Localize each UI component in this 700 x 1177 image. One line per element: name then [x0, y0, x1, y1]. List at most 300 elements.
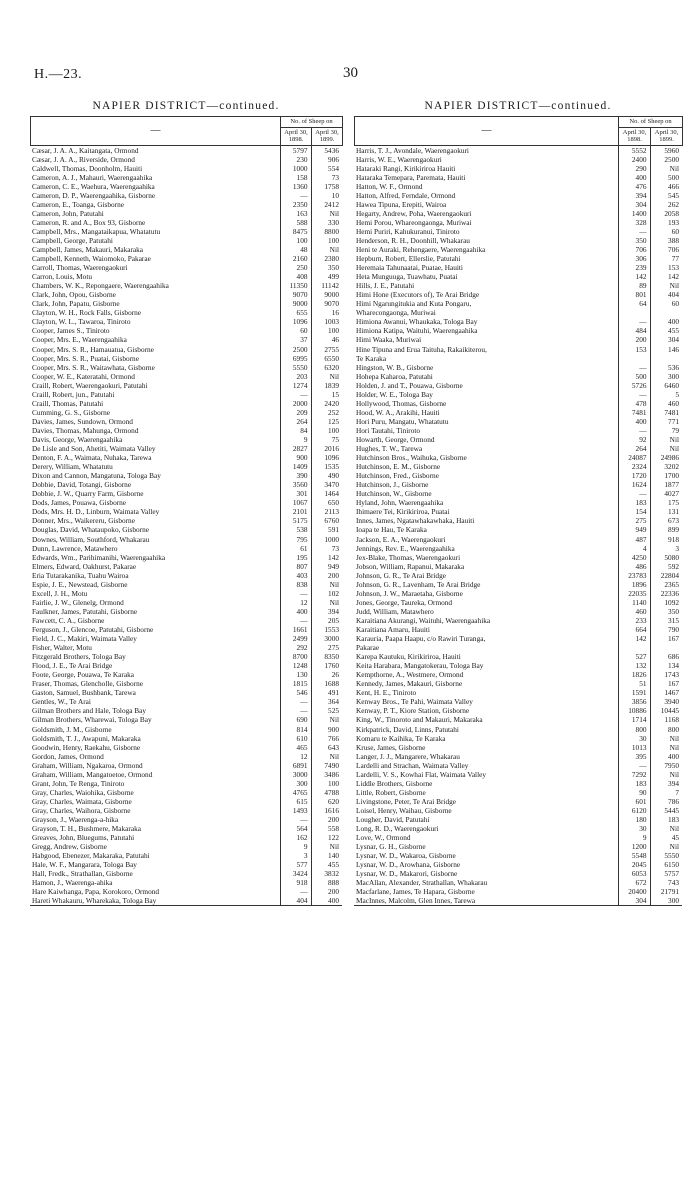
- sheep-1898: 1815: [280, 679, 311, 688]
- owner-name: Ferguson, J., Glencoe, Patutahi, Gisborne: [32, 624, 154, 634]
- table-row: [354, 589, 682, 598]
- table-row: [354, 797, 682, 806]
- sheep-1899: [650, 643, 682, 652]
- table-row: [30, 453, 342, 462]
- owners-table: [354, 146, 682, 907]
- table-row: [354, 354, 682, 363]
- sheep-1899: 558: [311, 824, 342, 833]
- sheep-1898: 24087: [618, 453, 650, 462]
- table-row: [30, 788, 342, 797]
- sheep-1899: 2016: [311, 444, 342, 453]
- sheep-1899: 455: [311, 860, 342, 869]
- sheep-1898: —: [280, 697, 311, 706]
- sheep-1898: 3: [280, 851, 311, 860]
- sheep-1899: Nil: [650, 734, 682, 743]
- sheep-1898: [618, 643, 650, 652]
- sheep-1899: 73: [311, 544, 342, 553]
- table-row: [354, 345, 682, 354]
- table-row: [30, 408, 342, 417]
- sheep-1898: 900: [280, 453, 311, 462]
- sheep-1898: 1000: [280, 164, 311, 173]
- sheep-1899: Nil: [311, 842, 342, 851]
- sheep-1898: 180: [618, 815, 650, 824]
- table-row: [30, 227, 342, 236]
- sheep-1899: 60: [650, 299, 682, 308]
- owner-name: Harris, W. E., Waerengaokuri: [356, 154, 442, 164]
- owner-name: Cameron, John, Patutahi: [32, 208, 104, 218]
- sheep-1899: 77: [650, 254, 682, 263]
- table-row: [354, 426, 682, 435]
- table-row: [30, 471, 342, 480]
- table-row: [354, 417, 682, 426]
- sheep-1898: 130: [280, 670, 311, 679]
- col-1899-header: April 30, 1899.: [312, 127, 343, 145]
- sheep-1898: 3424: [280, 869, 311, 878]
- table-row: [354, 480, 682, 489]
- table-row: [30, 182, 342, 191]
- sheep-1898: 22035: [618, 589, 650, 598]
- owner-name: Gaston, Samuel, Bushbank, Tarewa: [32, 688, 136, 698]
- owner-name: Jex-Blake, Thomas, Waerengaokuri: [356, 552, 461, 562]
- name-column-header: —: [355, 117, 619, 146]
- table-row: [354, 887, 682, 896]
- owner-name: Craill, Robert, jun., Patutahi: [32, 389, 115, 399]
- owner-name: Clark, John, Opou, Gisborne: [32, 290, 116, 300]
- owner-name: Campbell, Kenneth, Waiomoko, Pakarae: [32, 254, 151, 264]
- sheep-1899: 2380: [311, 254, 342, 263]
- sheep-1898: 37: [280, 335, 311, 344]
- table-row: [354, 173, 682, 182]
- sheep-1898: 264: [618, 444, 650, 453]
- sheep-1898: 1274: [280, 381, 311, 390]
- table-row: [30, 580, 342, 589]
- owner-name: Gordon, James, Ormond: [32, 751, 104, 761]
- sheep-1898: 2400: [618, 155, 650, 164]
- sheep-1898: 400: [618, 417, 650, 426]
- sheep-1898: 90: [618, 788, 650, 797]
- owner-name: Gray, Charles, Waimata, Gisborne: [32, 796, 132, 806]
- sheep-1899: 643: [311, 743, 342, 752]
- table-row: [354, 462, 682, 471]
- table-row: [354, 833, 682, 842]
- owner-name: Goodwin, Henry, Raekahu, Gisborne: [32, 742, 141, 752]
- sheep-1899: 3000: [311, 634, 342, 643]
- sheep-1899: 460: [650, 399, 682, 408]
- table-row: [354, 263, 682, 272]
- table-row: [354, 155, 682, 164]
- owner-name: Dods, Mrs. H. D., Linburn, Waimata Valley: [32, 507, 160, 517]
- sheep-1899: Nil: [311, 209, 342, 218]
- sheep-1898: 1624: [618, 480, 650, 489]
- table-row: [354, 236, 682, 245]
- owner-name: Cooper, Mrs. E., Waerengaahika: [32, 335, 127, 345]
- owner-name: Fisher, Walter, Motu: [32, 643, 92, 653]
- table-row: [30, 236, 342, 245]
- sheep-1899: 146: [650, 345, 682, 354]
- owner-name: Cooper, Mrs. S. R., Hamauatua, Gisborne: [32, 344, 154, 354]
- owner-name: Lysnar, W. D., Arowhana, Gisborne: [356, 860, 461, 870]
- owner-name: Denton, F. A., Waimata, Nuhaka, Tarewa: [32, 453, 152, 463]
- table-row: [354, 525, 682, 534]
- table-row: [354, 553, 682, 562]
- sheep-1899: 7950: [650, 761, 682, 770]
- sheep-1899: 500: [650, 173, 682, 182]
- table-row: [30, 842, 342, 851]
- sheep-1898: 2160: [280, 254, 311, 263]
- sheep-1898: —: [280, 390, 311, 399]
- sheep-1898: —: [618, 227, 650, 236]
- owner-name: Innes, James, Ngatawhakawhaka, Hauiti: [356, 516, 475, 526]
- owner-name: Karaitiana Amaru, Hauiti: [356, 624, 430, 634]
- owner-name: Lardelli, V. S., Kowhai Flat, Waimata Valley: [356, 769, 486, 779]
- sheep-1898: 292: [280, 643, 311, 652]
- sheep-1899: 16: [311, 308, 342, 317]
- sheep-1899: 6150: [650, 860, 682, 869]
- sheep-1899: 7481: [650, 408, 682, 417]
- owner-name: Gray, Charles, Waihora, Gisborne: [32, 805, 131, 815]
- sheep-1899: 455: [650, 326, 682, 335]
- sheep-1898: 1360: [280, 182, 311, 191]
- sheep-1898: —: [618, 317, 650, 326]
- sheep-1898: 5175: [280, 516, 311, 525]
- owner-name: Dods, James, Pouawa, Gisborne: [32, 498, 127, 508]
- owner-name: Hepburn, Robert, Ellerslie, Patutahi: [356, 254, 461, 264]
- sheep-1898: 9: [280, 435, 311, 444]
- sheep-1899: 400: [650, 752, 682, 761]
- owner-name: Douglas, David, Whataupoko, Gisborne: [32, 525, 149, 535]
- table-row: [354, 290, 682, 299]
- owner-name: Hemi Porou, Whareongaonga, Muriwai: [356, 217, 472, 227]
- table-row: [354, 209, 682, 218]
- owner-name: Flood, J. E., Te Arai Bridge: [32, 661, 113, 671]
- sheep-1899: 766: [311, 734, 342, 743]
- owner-name: Hare Kaiwhanga, Papa, Korokoro, Ormond: [32, 887, 160, 897]
- table-row: [354, 363, 682, 372]
- owner-name: Caldwell, Thomas, Doonholm, Hauiti: [32, 163, 143, 173]
- owner-name: Jennings, Rev. E., Waerengaahika: [356, 543, 455, 553]
- table-row: [30, 589, 342, 598]
- table-row: [30, 797, 342, 806]
- sheep-1898: 30: [618, 824, 650, 833]
- sheep-1898: 328: [618, 218, 650, 227]
- left-column: [30, 96, 342, 906]
- sheep-1899: 200: [311, 571, 342, 580]
- sheep-1899: Nil: [311, 598, 342, 607]
- table-row: [354, 706, 682, 715]
- owner-name: Donner, Mrs., Waikereru, Gisborne: [32, 516, 135, 526]
- table-row: [30, 670, 342, 679]
- sheep-1898: 200: [618, 335, 650, 344]
- table-row: [30, 851, 342, 860]
- table-row: [354, 788, 682, 797]
- sheep-1898: 408: [280, 272, 311, 281]
- owner-name: Cooper, W. E., Kateratahi, Ormond: [32, 371, 135, 381]
- owner-name: Jobson, William, Rapanui, Makaraka: [356, 561, 465, 571]
- sheep-1898: 1493: [280, 806, 311, 815]
- sheep-1898: 10886: [618, 706, 650, 715]
- table-row: [30, 878, 342, 887]
- table-row: [354, 806, 682, 815]
- col-1899-header: April 30, 1899.: [651, 127, 683, 145]
- sheep-1899: 771: [650, 417, 682, 426]
- sheep-1899: 4788: [311, 788, 342, 797]
- owner-name: Himi Hone (Executors of), Te Arai Bridge: [356, 290, 480, 300]
- table-row: [30, 815, 342, 824]
- sheep-1898: 64: [618, 299, 650, 308]
- sheep-1898: 1140: [618, 598, 650, 607]
- table-row: [30, 887, 342, 896]
- sheep-1899: 100: [311, 236, 342, 245]
- sheep-1899: 1553: [311, 625, 342, 634]
- sheep-1899: 554: [311, 164, 342, 173]
- sheep-1899: 75: [311, 435, 342, 444]
- sheep-1899: 400: [650, 317, 682, 326]
- table-row: [354, 878, 682, 887]
- table-row: [354, 453, 682, 462]
- sheep-1898: 89: [618, 281, 650, 290]
- table-row: [30, 155, 342, 164]
- sheep-1899: 5080: [650, 553, 682, 562]
- sheep-1898: 203: [280, 372, 311, 381]
- table-row: [30, 734, 342, 743]
- column-header: [30, 116, 343, 146]
- sheep-1898: 460: [618, 607, 650, 616]
- table-row: [30, 435, 342, 444]
- table-row: [30, 896, 342, 906]
- sheep-1898: —: [280, 887, 311, 896]
- report-reference: H.—23.: [34, 67, 83, 82]
- sheep-1898: 400: [280, 607, 311, 616]
- sheep-1898: 230: [280, 155, 311, 164]
- owner-name: Goldsmith, J. M., Gisborne: [32, 724, 112, 734]
- owner-name: Judd, William, Matawhero: [356, 606, 434, 616]
- sheep-1898: 153: [618, 345, 650, 354]
- sheep-1898: 795: [280, 535, 311, 544]
- sheep-1899: 1003: [311, 317, 342, 326]
- sheep-1898: 233: [618, 616, 650, 625]
- owner-name: Kent, H. E., Tiniroto: [356, 688, 417, 698]
- owner-name: Cameron, A. J., Mahauri, Waerengaahika: [32, 172, 153, 182]
- sheep-group-header: No. of Sheep on: [281, 117, 343, 128]
- sheep-1899: 2365: [650, 580, 682, 589]
- owner-name: Grant, John, Te Renga, Tiniroto: [32, 778, 125, 788]
- table-row: [30, 516, 342, 525]
- owner-name: Clayton, W. H., Rock Falls, Gisborne: [32, 308, 142, 318]
- sheep-1899: 1464: [311, 489, 342, 498]
- sheep-1899: 7: [650, 788, 682, 797]
- owner-name: Gilman Brothers, Wharewai, Tologa Bay: [32, 715, 152, 725]
- sheep-1898: —: [280, 706, 311, 715]
- owner-name: Hutchinson, W., Gisborne: [356, 489, 432, 499]
- sheep-1898: 250: [280, 263, 311, 272]
- sheep-1898: 484: [618, 326, 650, 335]
- owner-name: Wharecongaonga, Muriwai: [356, 308, 436, 318]
- sheep-1898: 807: [280, 562, 311, 571]
- owner-name: Carron, Louis, Motu: [32, 272, 92, 282]
- owner-name: Pakarae: [356, 643, 380, 653]
- sheep-1898: 8700: [280, 652, 311, 661]
- sheep-1899: 315: [650, 616, 682, 625]
- sheep-1899: 304: [650, 335, 682, 344]
- owner-name: Hine Tipuna and Erua Taituha, Rakaikiterou,: [356, 344, 487, 354]
- table-row: [30, 688, 342, 697]
- sheep-1898: 6053: [618, 869, 650, 878]
- table-row: [354, 851, 682, 860]
- table-row: [30, 725, 342, 734]
- sheep-1898: 5552: [618, 146, 650, 155]
- sheep-1899: 3: [650, 544, 682, 553]
- sheep-1899: [650, 308, 682, 317]
- table-row: [354, 725, 682, 734]
- sheep-1898: 264: [280, 417, 311, 426]
- sheep-1899: 142: [650, 272, 682, 281]
- sheep-1899: 8350: [311, 652, 342, 661]
- sheep-1899: 183: [650, 815, 682, 824]
- sheep-1899: 3470: [311, 480, 342, 489]
- owner-name: Craill, Thomas, Patutahi: [32, 398, 104, 408]
- table-row: [30, 345, 342, 354]
- table-row: [30, 770, 342, 779]
- owner-name: Ihimaere Tei, Kirikiriroa, Puatai: [356, 507, 450, 517]
- sheep-1898: 162: [280, 833, 311, 842]
- table-row: [30, 525, 342, 534]
- sheep-1899: 5757: [650, 869, 682, 878]
- sheep-1899: 11142: [311, 281, 342, 290]
- owner-name: Clark, John, Papatu, Gisborne: [32, 299, 120, 309]
- owner-name: Lougher, David, Patutahi: [356, 814, 430, 824]
- sheep-1899: 790: [650, 625, 682, 634]
- table-row: [354, 381, 682, 390]
- owner-name: Hutchinson Bros., Waihuka, Gisborne: [356, 453, 467, 463]
- table-row: [354, 317, 682, 326]
- table-row: [30, 544, 342, 553]
- sheep-1898: 142: [618, 634, 650, 643]
- table-row: [30, 146, 342, 155]
- table-row: [354, 860, 682, 869]
- sheep-1899: 102: [311, 589, 342, 598]
- sheep-1899: 252: [311, 408, 342, 417]
- sheep-1898: 838: [280, 580, 311, 589]
- owner-name: Greaves, John, Bluegums, Patutahi: [32, 833, 135, 843]
- table-row: [354, 390, 682, 399]
- sheep-1899: 5436: [311, 146, 342, 155]
- sheep-1898: 9: [618, 833, 650, 842]
- sheep-1899: 949: [311, 562, 342, 571]
- sheep-1898: 11350: [280, 281, 311, 290]
- table-row: [30, 317, 342, 326]
- sheep-1899: 300: [650, 896, 682, 906]
- owner-name: Himiona Katipa, Waituhi, Waerengaahika: [356, 326, 478, 336]
- owner-name: Himi Waaka, Muriwai: [356, 335, 422, 345]
- sheep-1899: 350: [650, 607, 682, 616]
- table-row: [354, 679, 682, 688]
- sheep-1899: 800: [650, 725, 682, 734]
- sheep-1899: 140: [311, 851, 342, 860]
- sheep-1899: 673: [650, 516, 682, 525]
- sheep-1899: 6760: [311, 516, 342, 525]
- owner-name: Fraser, Thomas, Glencholle, Gisborne: [32, 679, 144, 689]
- sheep-1898: 949: [618, 525, 650, 534]
- owner-name: MacInnes, Malcolm, Glen Innes, Tarewa: [354, 896, 618, 906]
- sheep-1899: 9070: [311, 299, 342, 308]
- sheep-1898: 4250: [618, 553, 650, 562]
- sheep-1899: 5: [650, 390, 682, 399]
- sheep-1898: 1400: [618, 209, 650, 218]
- sheep-group-header: No. of Sheep on: [619, 117, 683, 128]
- sheep-1899: 4027: [650, 489, 682, 498]
- owner-name: Campbell, George, Patutahi: [32, 235, 113, 245]
- sheep-1899: 918: [650, 535, 682, 544]
- sheep-1899: 5960: [650, 146, 682, 155]
- owner-name: Lysnar, W. D., Makarori, Gisborne: [356, 869, 458, 879]
- sheep-1898: 486: [618, 562, 650, 571]
- sheep-1898: 601: [618, 797, 650, 806]
- table-row: [354, 335, 682, 344]
- sheep-1898: 4765: [280, 788, 311, 797]
- owner-name: Grayson, T. H., Bushmere, Makaraka: [32, 824, 141, 834]
- sheep-1898: 546: [280, 688, 311, 697]
- owner-name: Cameron, C. E., Waehura, Waerengaahika: [32, 181, 155, 191]
- sheep-1899: 26: [311, 670, 342, 679]
- table-row: [30, 426, 342, 435]
- table-row: [354, 571, 682, 580]
- sheep-1898: 390: [280, 471, 311, 480]
- owner-name: Heremaia Tahunaatai, Puatae, Hauiti: [356, 263, 463, 273]
- sheep-1898: 1896: [618, 580, 650, 589]
- sheep-1898: 2350: [280, 200, 311, 209]
- owner-name: Heni te Auraki, Rehengaere, Waerengaahika: [356, 245, 486, 255]
- sheep-1899: 60: [650, 227, 682, 236]
- owner-name: Davis, George, Waerengaahika: [32, 435, 123, 444]
- table-row: [30, 326, 342, 335]
- sheep-1898: 209: [280, 408, 311, 417]
- sheep-1898: 304: [618, 200, 650, 209]
- owner-name: Craill, Robert, Waerengaokuri, Patutahi: [32, 380, 148, 390]
- sheep-1899: 175: [650, 498, 682, 507]
- owner-name: Love, W., Ormond: [356, 833, 411, 843]
- sheep-1899: 167: [650, 634, 682, 643]
- table-row: [354, 326, 682, 335]
- sheep-1899: 262: [650, 200, 682, 209]
- table-row: [30, 806, 342, 815]
- sheep-1899: 6460: [650, 381, 682, 390]
- table-row: [354, 770, 682, 779]
- sheep-1898: 538: [280, 525, 311, 534]
- sheep-1899: 1877: [650, 480, 682, 489]
- sheep-1899: Nil: [311, 715, 342, 724]
- sheep-1899: 125: [311, 417, 342, 426]
- owner-name: Grayson, J., Waerenga-a-hika: [32, 814, 119, 824]
- owner-name: Hills, J. E., Patutahi: [356, 281, 415, 291]
- sheep-1899: 3940: [650, 697, 682, 706]
- sheep-1899: 536: [650, 363, 682, 372]
- sheep-1898: 2045: [618, 860, 650, 869]
- sheep-1899: 275: [311, 643, 342, 652]
- sheep-1899: 650: [311, 498, 342, 507]
- sheep-1899: 1700: [650, 471, 682, 480]
- sheep-1898: 615: [280, 797, 311, 806]
- owner-name: Kennedy, James, Makauri, Gisborne: [356, 679, 463, 689]
- sheep-1899: Nil: [650, 770, 682, 779]
- table-row: [30, 562, 342, 571]
- sheep-1899: 2755: [311, 345, 342, 354]
- table-row: [30, 679, 342, 688]
- owner-name: Kruse, James, Gisborne: [356, 742, 426, 752]
- owner-name: Karepa Kautuku, Kirikiriroa, Hauiti: [356, 652, 461, 662]
- sheep-1899: 100: [311, 779, 342, 788]
- page-number: 30: [343, 65, 358, 81]
- sheep-1898: 814: [280, 725, 311, 734]
